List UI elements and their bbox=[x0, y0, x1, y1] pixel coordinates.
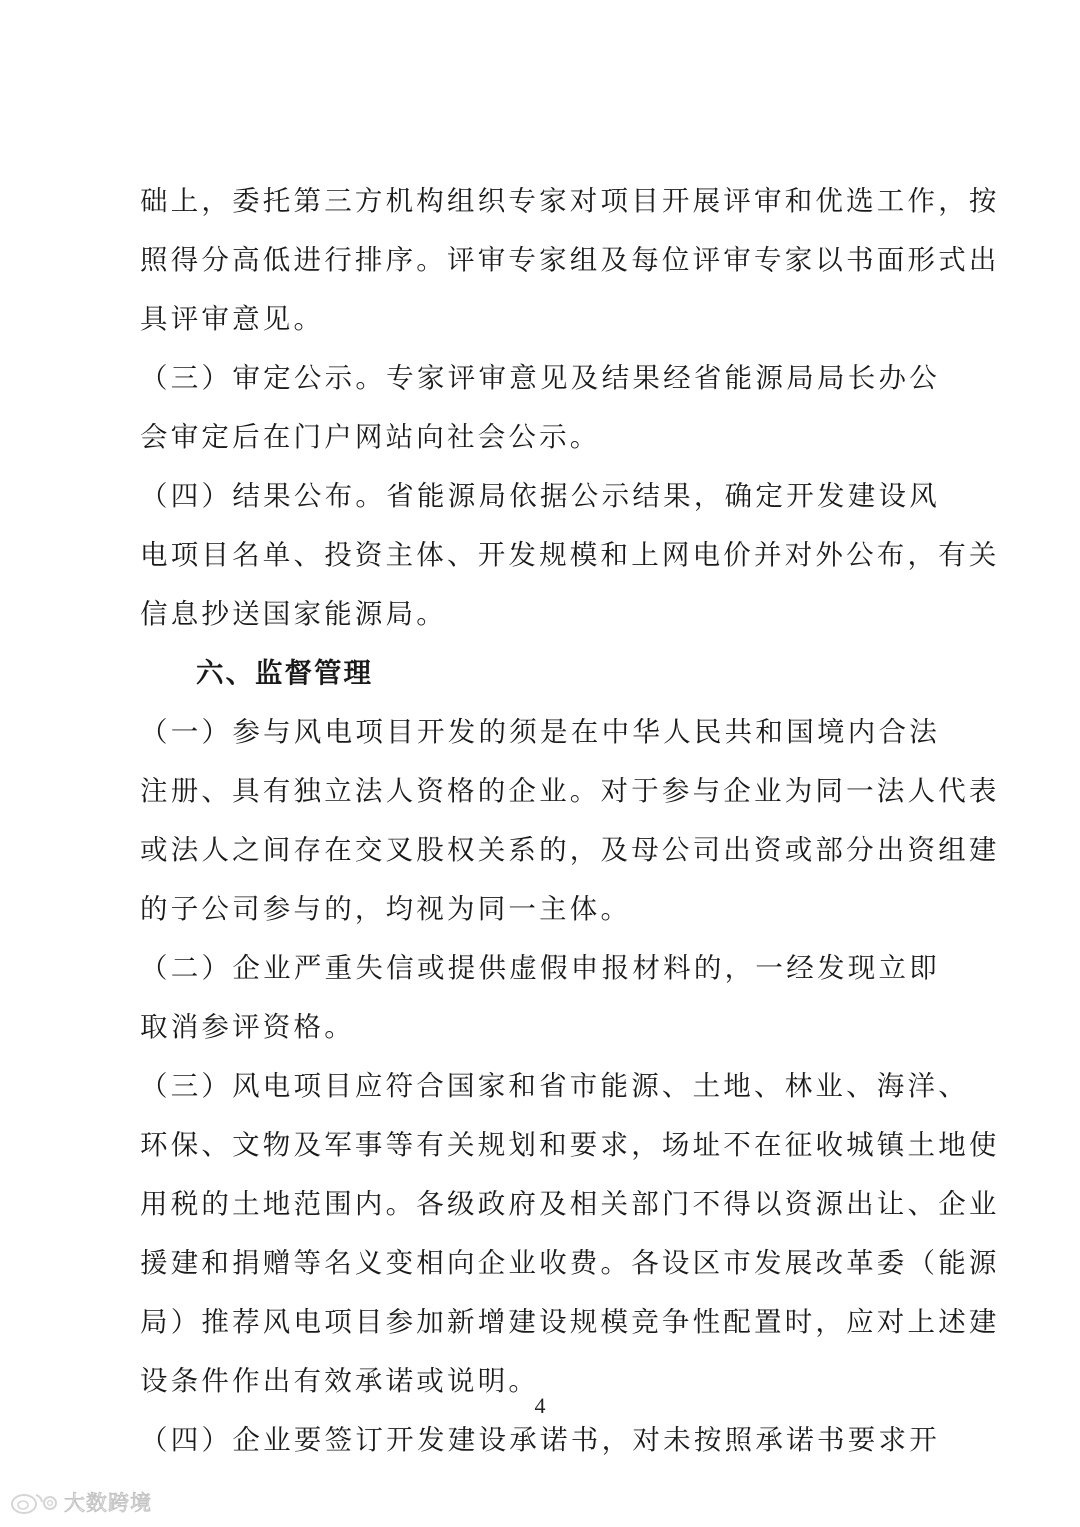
paragraph-line: （三）风电项目应符合国家和省市能源、土地、林业、海洋、 bbox=[140, 1070, 969, 1102]
paragraph-line: 电项目名单、投资主体、开发规模和上网电价并对外公布，有关 bbox=[140, 539, 1000, 571]
paragraph-line: （四）结果公布。省能源局依据公示结果，确定开发建设风 bbox=[140, 480, 940, 512]
section-heading: 六、监督管理 bbox=[196, 657, 373, 689]
paragraph-line: 用税的土地范围内。各级政府及相关部门不得以资源出让、企业 bbox=[140, 1188, 1000, 1220]
paragraph-line: 信息抄送国家能源局。 bbox=[140, 598, 447, 630]
paragraph-line: （二）企业严重失信或提供虚假申报材料的，一经发现立即 bbox=[140, 952, 940, 984]
paragraph-line: 取消参评资格。 bbox=[140, 1011, 355, 1043]
weibo-logo-icon bbox=[10, 1489, 58, 1515]
paragraph-line: 注册、具有独立法人资格的企业。对于参与企业为同一法人代表 bbox=[140, 775, 1000, 807]
paragraph-line: 或法人之间存在交叉股权关系的，及母公司出资或部分出资组建 bbox=[140, 834, 1000, 866]
paragraph-line: 具评审意见。 bbox=[140, 303, 325, 335]
paragraph-line: 照得分高低进行排序。评审专家组及每位评审专家以书面形式出 bbox=[140, 244, 1000, 276]
document-body bbox=[140, 172, 1000, 1470]
paragraph-line: （四）企业要签订开发建设承诺书，对未按照承诺书要求开 bbox=[140, 1424, 940, 1456]
paragraph-line: 础上，委托第三方机构组织专家对项目开展评审和优选工作，按 bbox=[140, 185, 1000, 217]
paragraph-line: 的子公司参与的，均视为同一主体。 bbox=[140, 893, 632, 925]
paragraph-line: 环保、文物及军事等有关规划和要求，场址不在征收城镇土地使 bbox=[140, 1129, 1000, 1161]
paragraph-line: （一）参与风电项目开发的须是在中华人民共和国境内合法 bbox=[140, 716, 940, 748]
paragraph-line: 局）推荐风电项目参加新增建设规模竞争性配置时，应对上述建 bbox=[140, 1306, 1000, 1338]
watermark bbox=[10, 1486, 152, 1518]
paragraph-line: 援建和捐赠等名义变相向企业收费。各设区市发展改革委（能源 bbox=[140, 1247, 1000, 1279]
paragraph-line: （三）审定公示。专家评审意见及结果经省能源局局长办公 bbox=[140, 362, 940, 394]
watermark-text: 大数跨境 bbox=[64, 1491, 152, 1515]
paragraph-line: 会审定后在门户网站向社会公示。 bbox=[140, 421, 601, 453]
page-number: 4 bbox=[534, 1393, 546, 1418]
paragraph-line: 设条件作出有效承诺或说明。 bbox=[140, 1365, 540, 1397]
